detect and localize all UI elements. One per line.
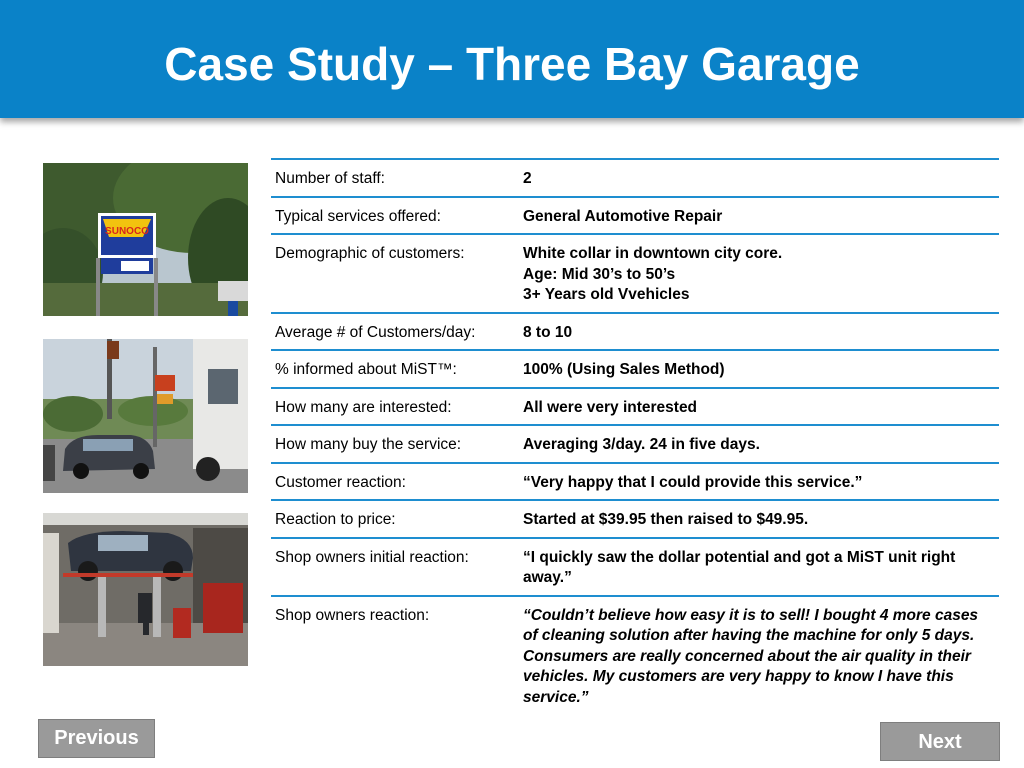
row-value: Started at $39.95 then raised to $49.95. (523, 511, 809, 528)
gas-station-sign-photo (43, 163, 248, 316)
row-label: Demographic of customers: (275, 245, 465, 262)
row-value: “I quickly saw the dollar potential and got a MiST unit right away.” (523, 548, 956, 586)
value-line: White collar in downtown city core. (523, 245, 783, 262)
header-banner (0, 0, 1024, 118)
row-value: 100% (Using Sales Method) (523, 361, 725, 378)
table-row (271, 234, 999, 313)
garage-lift-photo (43, 513, 248, 666)
row-value: 8 to 10 (523, 323, 573, 341)
table-row (271, 538, 999, 596)
table-row (271, 388, 999, 426)
table-row (271, 350, 999, 388)
row-value: “Very happy that I could provide this service.” (523, 473, 863, 491)
slide-title: Case Study – Three Bay Garage (164, 38, 860, 90)
table-row (271, 500, 999, 538)
table-row (271, 159, 999, 197)
row-label: Number of staff: (275, 170, 385, 187)
case-study-table (271, 158, 999, 714)
previous-button[interactable]: Previous (38, 719, 155, 758)
table-row (271, 197, 999, 235)
street-scene-photo (43, 339, 248, 493)
row-label: Typical services offered: (275, 207, 441, 225)
row-label: Average # of Customers/day: (275, 323, 476, 341)
table-row (271, 596, 999, 715)
row-value: “Couldn’t believe how easy it is to sell! I bought 4 more cases of cleaning solution after having the machine for only 5 days. Consumers are really concerned about the air quality in their vehicles. My customers are very happy to know I have this service.” (523, 606, 979, 706)
row-label: % informed about MiST™: (275, 361, 457, 378)
table-row (271, 463, 999, 501)
table-row (271, 313, 999, 351)
row-label: Shop owners initial reaction: (275, 548, 469, 566)
row-value (519, 234, 999, 313)
value-line: Age: Mid 30’s to 50’s (523, 265, 676, 283)
value-line: 3+ Years old Vvehicles (523, 286, 690, 303)
row-value: General Automotive Repair (523, 207, 723, 225)
row-label: How many buy the service: (275, 436, 462, 453)
row-label: Reaction to price: (275, 511, 396, 528)
row-label: Customer reaction: (275, 473, 406, 491)
row-value: Averaging 3/day. 24 in five days. (523, 436, 760, 453)
row-label: How many are interested: (275, 398, 452, 416)
next-button[interactable]: Next (880, 722, 1000, 761)
sunoco-sign-text: SUNOCO (105, 226, 149, 237)
row-label: Shop owners reaction: (275, 606, 430, 624)
row-value: 2 (523, 170, 532, 187)
row-value: All were very interested (523, 398, 698, 416)
table-row (271, 425, 999, 463)
